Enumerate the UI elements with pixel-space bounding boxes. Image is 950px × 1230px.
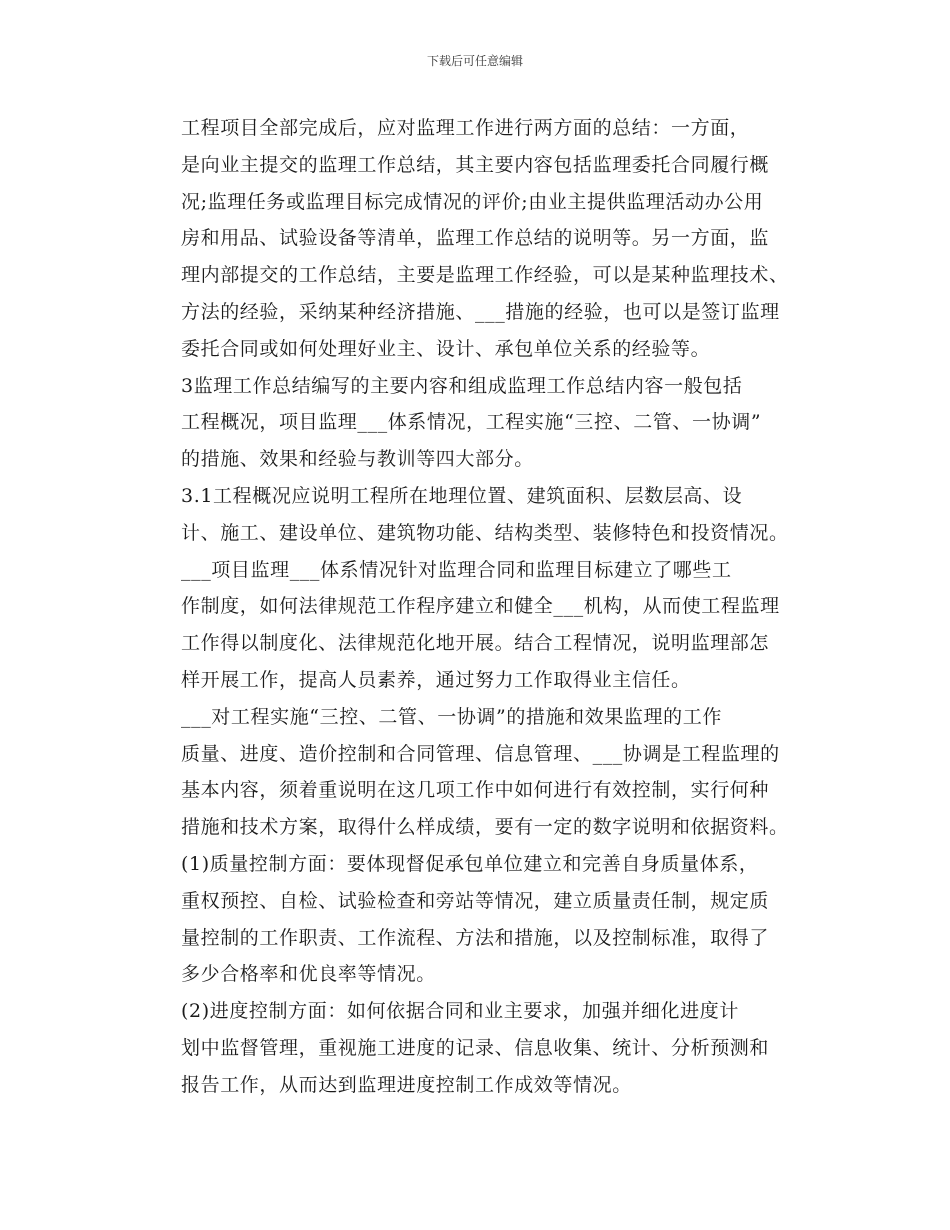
paragraph-line: (1)质量控制方面：要体现督促承包单位建立和完善自身质量体系， (181, 852, 759, 875)
paragraph-line: 况;监理任务或监理目标完成情况的评价;由业主提供监理活动办公用 (181, 190, 764, 213)
paragraph-summary-two-aspects (143, 110, 813, 368)
paragraph-line: 委托合同或如何处理好业主、设计、承包单位关系的经验等。 (181, 337, 711, 360)
paragraph-line: 措施和技术方案，取得什么样成绩，要有一定的数字说明和依据资料。 (181, 816, 789, 839)
paragraph-line: 3.1工程概况应说明工程所在地理位置、建筑面积、层数层高、设 (181, 484, 743, 507)
paragraph-line: 房和用品、试验设备等清单，监理工作总结的说明等。另一方面，监 (181, 227, 770, 250)
paragraph-line: 重权预控、自检、试验检查和旁站等情况，建立质量责任制，规定质 (181, 889, 770, 912)
paragraph-line: 基本内容，须着重说明在这几项工作中如何进行有效控制，实行何种 (181, 779, 770, 802)
paragraph-three-controls (143, 699, 813, 846)
paragraph-line: 划中监督管理，重视施工进度的记录、信息收集、统计、分析预测和 (181, 1036, 770, 1059)
paragraph-line: 理内部提交的工作总结，主要是监理工作经验，可以是某种监理技术、 (181, 264, 789, 287)
document-body (143, 110, 813, 1104)
paragraph-line: 的措施、效果和经验与教训等四大部分。 (181, 448, 534, 471)
paragraph-line: ___项目监理___体系情况针对监理合同和监理目标建立了哪些工 (181, 558, 732, 581)
paragraph-line: ___对工程实施“三控、二管、一协调”的措施和效果监理的工作 (181, 705, 722, 728)
paragraph-section-3 (143, 368, 813, 478)
paragraph-line: 工程项目全部完成后，应对监理工作进行两方面的总结：一方面， (181, 117, 750, 139)
paragraph-line: 工作得以制度化、法律规范化地开展。结合工程情况，说明监理部怎 (181, 632, 770, 655)
paragraph-section-3-1 (143, 478, 813, 552)
paragraph-quality-control (143, 846, 813, 993)
paragraph-line: 方法的经验，采纳某种经济措施、___措施的经验，也可以是签订监理 (181, 300, 780, 323)
paragraph-line: 质量、进度、造价控制和合同管理、信息管理、___协调是工程监理的 (181, 742, 780, 765)
page-header: 下载后可任意编辑 (426, 54, 523, 68)
paragraph-line: 量控制的工作职责、工作流程、方法和措施，以及控制标准，取得了 (181, 926, 770, 949)
paragraph-line: 3监理工作总结编写的主要内容和组成监理工作总结内容一般包括 (181, 374, 743, 397)
paragraph-line: 作制度，如何法律规范工作程序建立和健全___机构，从而使工程监理 (181, 595, 780, 618)
paragraph-line: 工程概况，项目监理___体系情况，工程实施“三控、二管、一协调” (181, 411, 762, 434)
paragraph-schedule-control (143, 993, 813, 1103)
paragraph-line: 是向业主提交的监理工作总结，其主要内容包括监理委托合同履行概 (181, 153, 770, 176)
paragraph-line: (2)进度控制方面：如何依据合同和业主要求，加强并细化进度计 (181, 1000, 739, 1023)
paragraph-line: 多少合格率和优良率等情况。 (181, 963, 436, 986)
paragraph-line: 报告工作，从而达到监理进度控制工作成效等情况。 (181, 1073, 632, 1096)
paragraph-supervision-system (143, 552, 813, 699)
paragraph-line: 样开展工作，提高人员素养，通过努力工作取得业主信任。 (181, 668, 691, 691)
paragraph-line: 计、施工、建设单位、建筑物功能、结构类型、装修特色和投资情况。 (181, 521, 789, 544)
